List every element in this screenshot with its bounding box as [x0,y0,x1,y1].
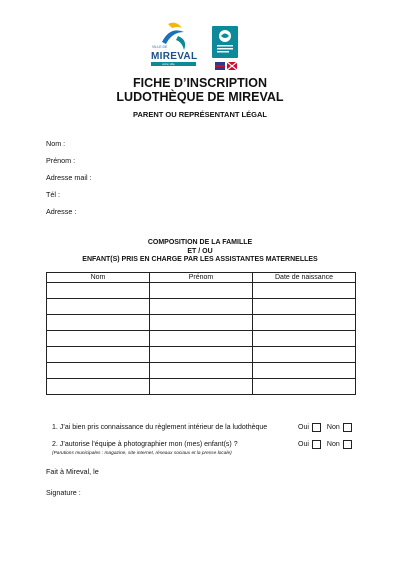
field-adresse[interactable]: Adresse : [46,207,77,216]
cell-nom[interactable] [47,331,150,347]
mireval-tagline: votre ville [162,62,175,67]
choice-photo [298,440,352,449]
table-row [47,283,356,299]
photo-note: (Parutions municipales : magazine, site internet, réseaux sociaux et la presse locale) [52,451,232,456]
non-label: Non [326,424,340,431]
col-header-prenom: Prénom [150,273,253,283]
table-header-row [47,273,356,283]
oui-label: Oui [298,441,309,448]
caf-logo [212,26,238,58]
checkbox-photo-non[interactable] [343,440,352,449]
cell-prenom[interactable] [150,363,253,379]
question-photo: 2. J’autorise l’équipe à photographier mon (mes) enfant(s) ? [52,441,238,448]
table-row [47,331,356,347]
col-header-date-naissance: Date de naissance [253,273,356,283]
cell-prenom[interactable] [150,299,253,315]
mireval-wordmark: MIREVAL [151,51,198,62]
table-row [47,299,356,315]
checkbox-photo-oui[interactable] [312,440,321,449]
non-label: Non [326,441,340,448]
cell-nom[interactable] [47,299,150,315]
fait-a-field[interactable]: Fait à Mireval, le [46,467,99,476]
field-tel[interactable]: Tél : [46,190,60,199]
oui-label: Oui [298,424,309,431]
checkbox-reglement-oui[interactable] [312,423,321,432]
cell-nom[interactable] [47,283,150,299]
cell-nom[interactable] [47,347,150,363]
table-row [47,379,356,395]
col-header-nom: Nom [47,273,150,283]
field-email[interactable]: Adresse mail : [46,173,92,182]
cell-date[interactable] [253,379,356,395]
family-section-line3: ENFANT(S) PRIS EN CHARGE PAR LES ASSISTANTES MATERNELLES [82,256,318,263]
question-reglement: 1. J’ai bien pris connaissance du règlement intérieur de la ludothèque [52,424,268,431]
form-title-line1: FICHE D’INSCRIPTION [132,76,268,90]
family-section-line1: COMPOSITION DE LA FAMILLE [147,239,253,246]
cell-prenom[interactable] [150,331,253,347]
signature-field[interactable]: Signature : [46,488,81,497]
field-prenom[interactable]: Prénom : [46,156,76,165]
family-section-line2: ET / OU [187,247,213,255]
choice-reglement [298,423,352,432]
cell-nom[interactable] [47,379,150,395]
flags-icon [215,62,237,71]
mireval-small-text: VILLE DE [152,45,168,49]
cell-date[interactable] [253,299,356,315]
cell-prenom[interactable] [150,283,253,299]
cell-date[interactable] [253,315,356,331]
cell-prenom[interactable] [150,379,253,395]
form-subtitle: PARENT OU REPRÉSENTANT LÉGAL [133,110,267,119]
checkbox-reglement-non[interactable] [343,423,352,432]
cell-nom[interactable] [47,363,150,379]
cell-nom[interactable] [47,315,150,331]
field-nom[interactable]: Nom : [46,139,66,148]
mireval-logo [148,18,200,68]
cell-prenom[interactable] [150,315,253,331]
table-row [47,315,356,331]
form-title-line2: LUDOTHÈQUE DE MIREVAL [116,90,284,104]
cell-date[interactable] [253,331,356,347]
cell-date[interactable] [253,347,356,363]
table-row [47,347,356,363]
table-row [47,363,356,379]
cell-date[interactable] [253,363,356,379]
cell-prenom[interactable] [150,347,253,363]
children-table [46,272,356,395]
cell-date[interactable] [253,283,356,299]
